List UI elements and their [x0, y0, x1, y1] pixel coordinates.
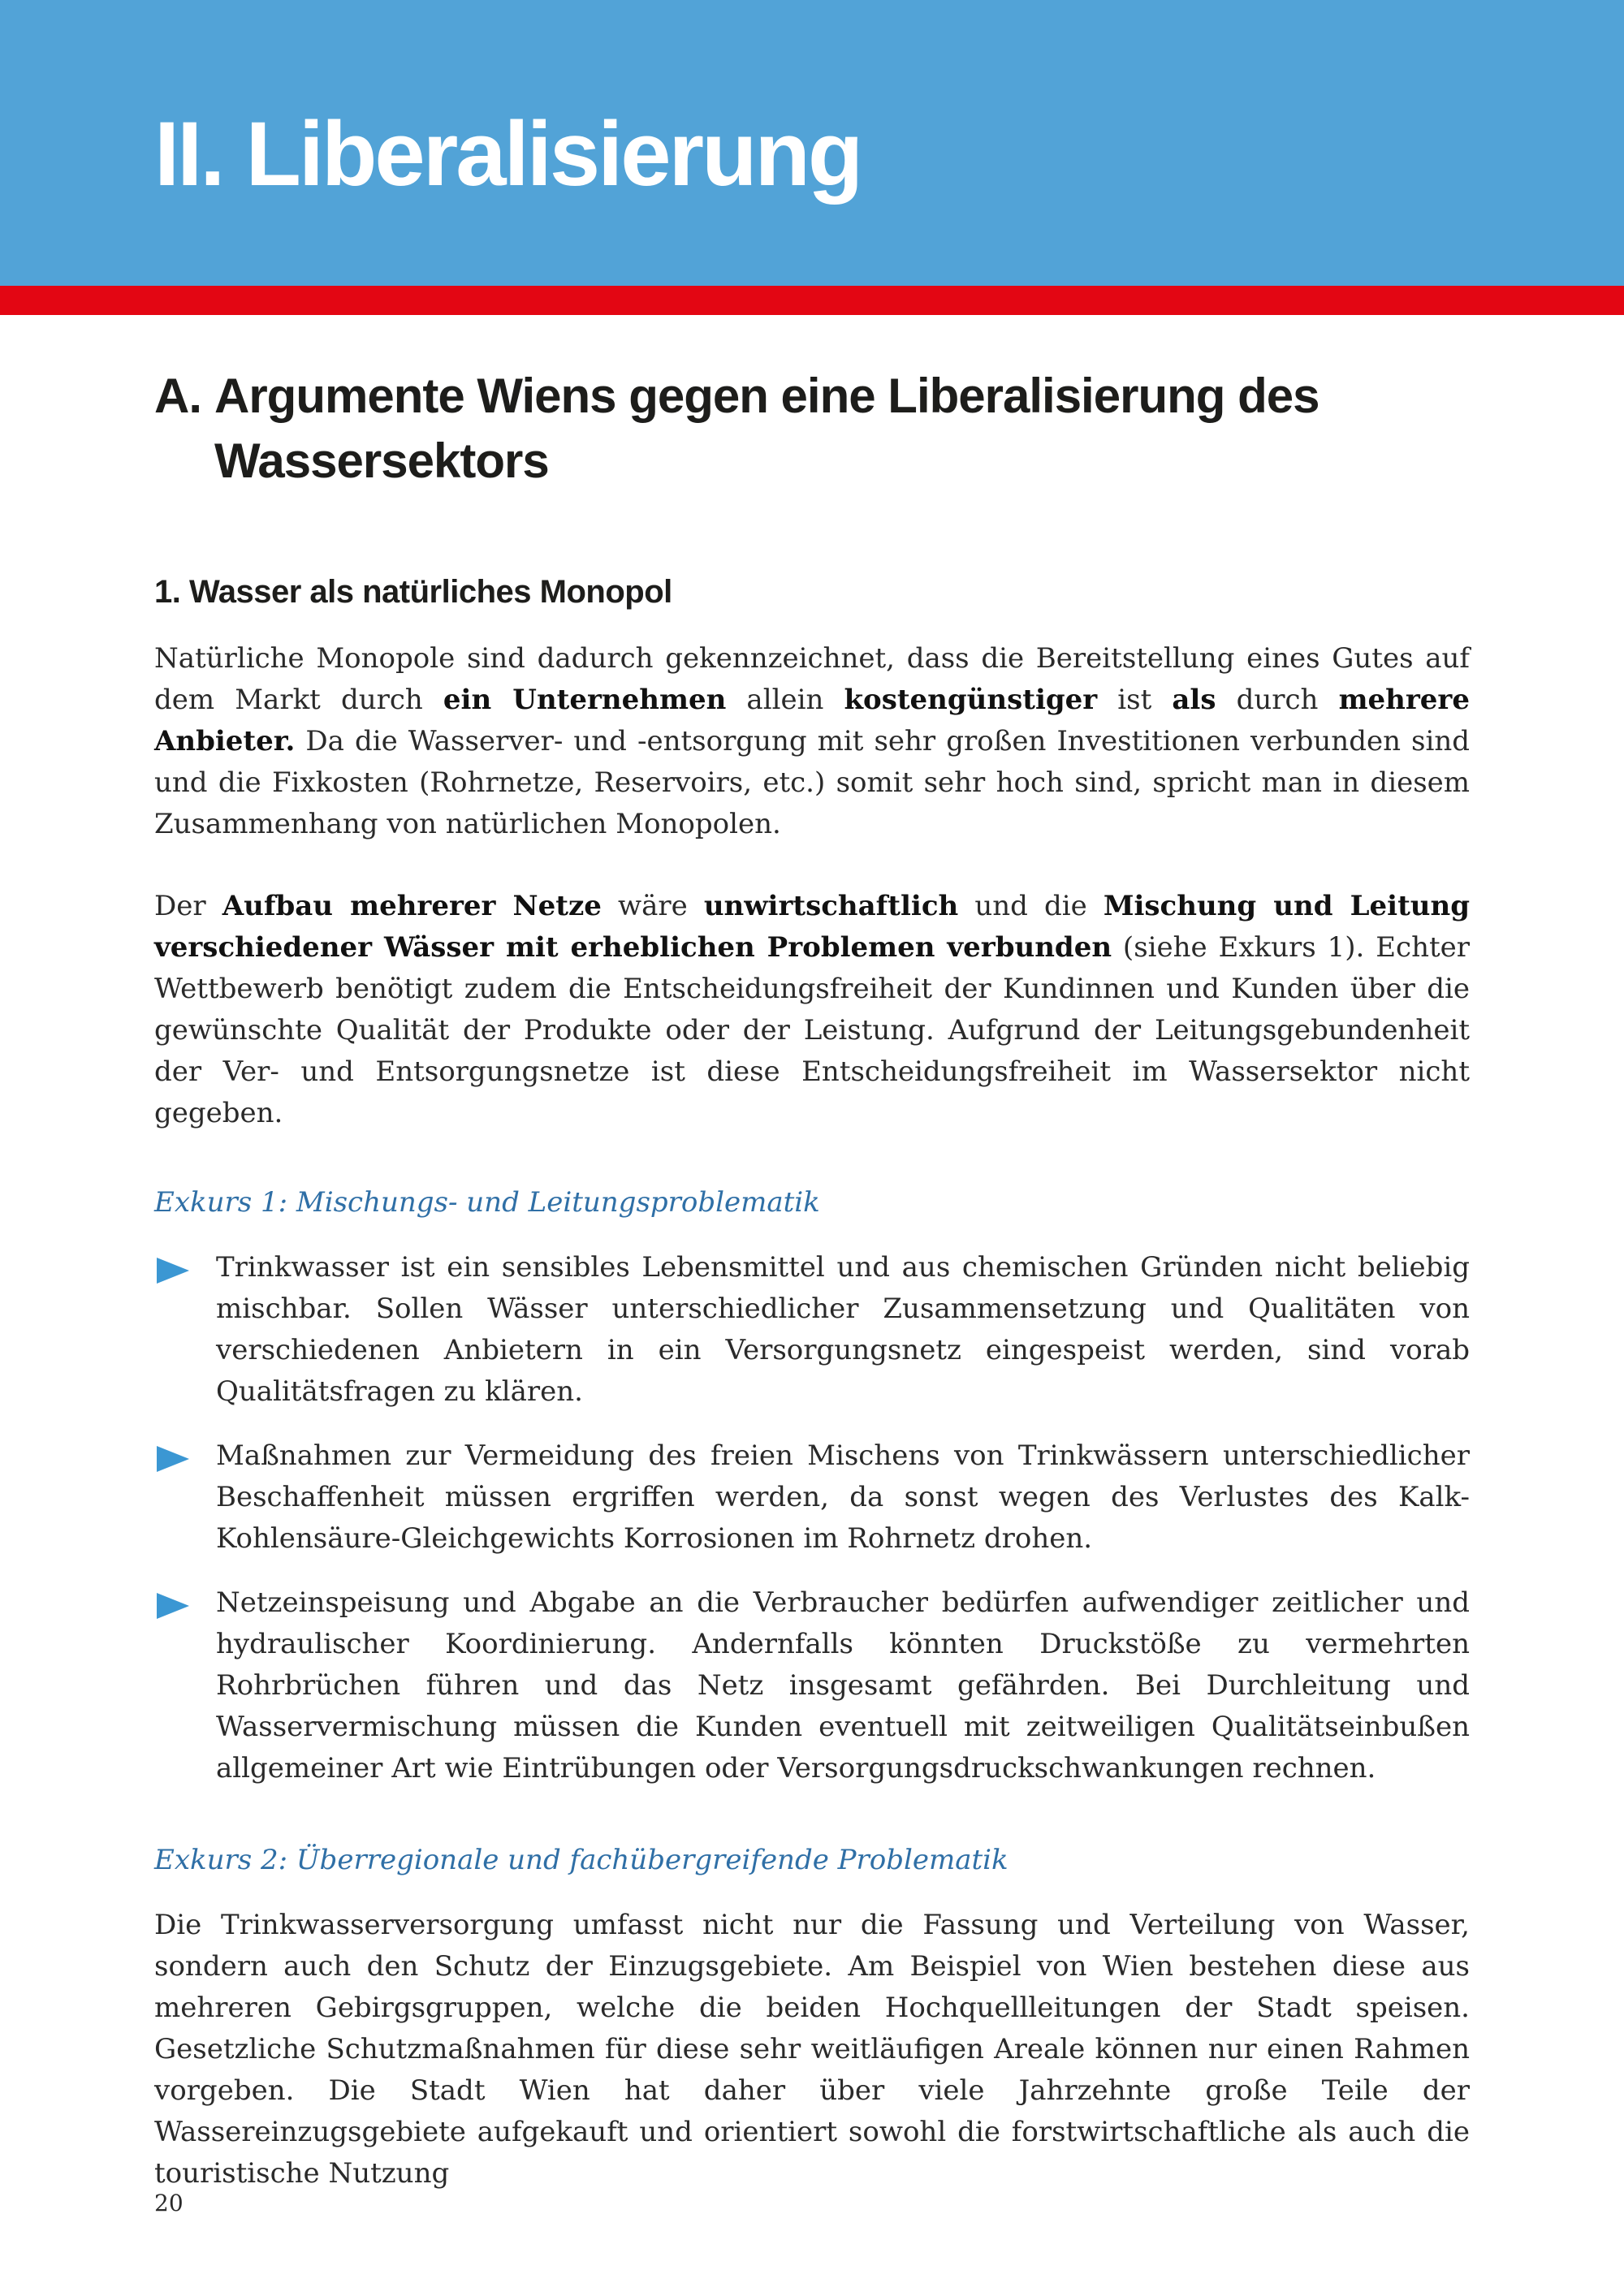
paragraph-natural-monopoly: Natürliche Monopole sind dadurch gekennzeichnet, dass die Bereitstellung eines Gutes auf dem Markt durch ein Unternehmen allein kostengünstiger ist als durch mehrere Anbieter. Da die Wasserver- und -entsorgung mit sehr großen Investitionen verbunden sind und die Fixkosten (Rohrnetze, Reservoirs, etc.) somit sehr hoch sind, spricht man in diesem Zusammenhang von natürlichen Monopolen. — [154, 642, 1470, 840]
paragraph-networks: Der Aufbau mehrerer Netze wäre unwirtschaftlich und die Mischung und Leitung verschiedener Wässer mit erheblichen Problemen verbunden (siehe Exkurs 1). Echter Wettbewerb benötigt zudem die Entscheidungsfreiheit der Kundinnen und Kunden über die gewünschte Qualität der Produkte oder der Leistung. Aufgrund der Leitungsgebundenheit der Ver- und Entsorgungsnetze ist diese Entscheidungsfreiheit im Wassersektor nicht gegeben. — [154, 890, 1470, 1129]
chapter-title: II. Liberalisierung — [154, 103, 862, 205]
bullet-text: Netzeinspeisung und Abgabe an die Verbraucher bedürfen aufwendiger zeitlicher und hydraulischer Koordinierung. Andernfalls könnten Druckstöße zu vermehrten Rohrbrüchen führen und das Netz insgesamt gefährden. Bei Durchleitung und Wasservermischung müssen die Kunden eventuell mit zeitweiligen Qualitätseinbußen allgemeiner Art wie Eintrübungen oder Versorgungsdruckschwankungen rechnen. — [216, 1586, 1470, 1785]
bold-phrase: unwirtschaftlich — [703, 890, 959, 922]
bold-phrase: kostengünstiger — [844, 684, 1098, 716]
header-red-stripe — [0, 286, 1624, 315]
paragraph-exkurs-2: Die Trinkwasserversorgung umfasst nicht nur die Fassung und Verteilung von Wasser, sondern auch den Schutz der Einzugsgebiete. Am Beispiel von Wien bestehen diese aus mehreren Gebirgsgruppen, welche die beiden Hochquellleitungen der Stadt speisen. Gesetzliche Schutzmaßnahmen für diese sehr weitläufigen Areale können nur einen Rahmen vorgeben. Die Stadt Wien hat daher über viele Jahrzehnte große Teile der Wassereinzugsgebiete aufgekauft und orientiert sowohl die forstwirtschaftliche als auch die touristische Nutzung — [154, 1909, 1470, 2190]
exkurs-2-title: Exkurs 2: Überregionale und fachübergreifende Problematik — [154, 1844, 1009, 1876]
page-number: 20 — [154, 2190, 184, 2216]
exkurs-1-bullet — [154, 1435, 1470, 1560]
subsection-heading: 1. Wasser als natürliches Monopol — [154, 574, 672, 610]
bullet-text: Maßnahmen zur Vermeidung des freien Mischens von Trinkwässern unterschiedlicher Beschaffenheit müssen ergriffen werden, da sonst wegen des Verlustes des Kalk-Kohlensäure-Gleichgewichts Korrosionen im Rohrnetz drohen. — [216, 1439, 1470, 1555]
triangle-bullet-icon — [157, 1593, 189, 1619]
bold-phrase: Aufbau mehrerer Netze — [222, 890, 602, 922]
exkurs-1-bullet — [154, 1582, 1470, 1789]
exkurs-1-title: Exkurs 1: Mischungs- und Leitungsproblematik — [154, 1186, 820, 1219]
bullet-text: Trinkwasser ist ein sensibles Lebensmittel und aus chemischen Gründen nicht beliebig mischbar. Sollen Wässer unterschiedlicher Zusammensetzung und Qualitäten von verschiedenen Anbietern in ein Versorgungsnetz eingespeist werden, sind vorab Qualitätsfragen zu klären. — [216, 1251, 1470, 1408]
section-title: Argumente Wiens gegen eine Liberalisierung des Wassersektors — [214, 369, 1320, 488]
triangle-bullet-icon — [157, 1258, 189, 1284]
triangle-bullet-icon — [157, 1446, 189, 1472]
bold-phrase: ein Unternehmen — [443, 684, 727, 716]
bold-phrase: Mischung und Leitung verschiedener Wässer mit erheblichen Problemen verbunden — [154, 890, 1470, 964]
bold-phrase: mehrere Anbieter. — [154, 684, 1470, 757]
section-number: A. — [154, 369, 201, 423]
bold-phrase: als — [1172, 684, 1216, 716]
exkurs-1-bullet — [154, 1247, 1470, 1413]
section-heading — [154, 364, 1486, 494]
chapter-header-band — [0, 0, 1624, 286]
